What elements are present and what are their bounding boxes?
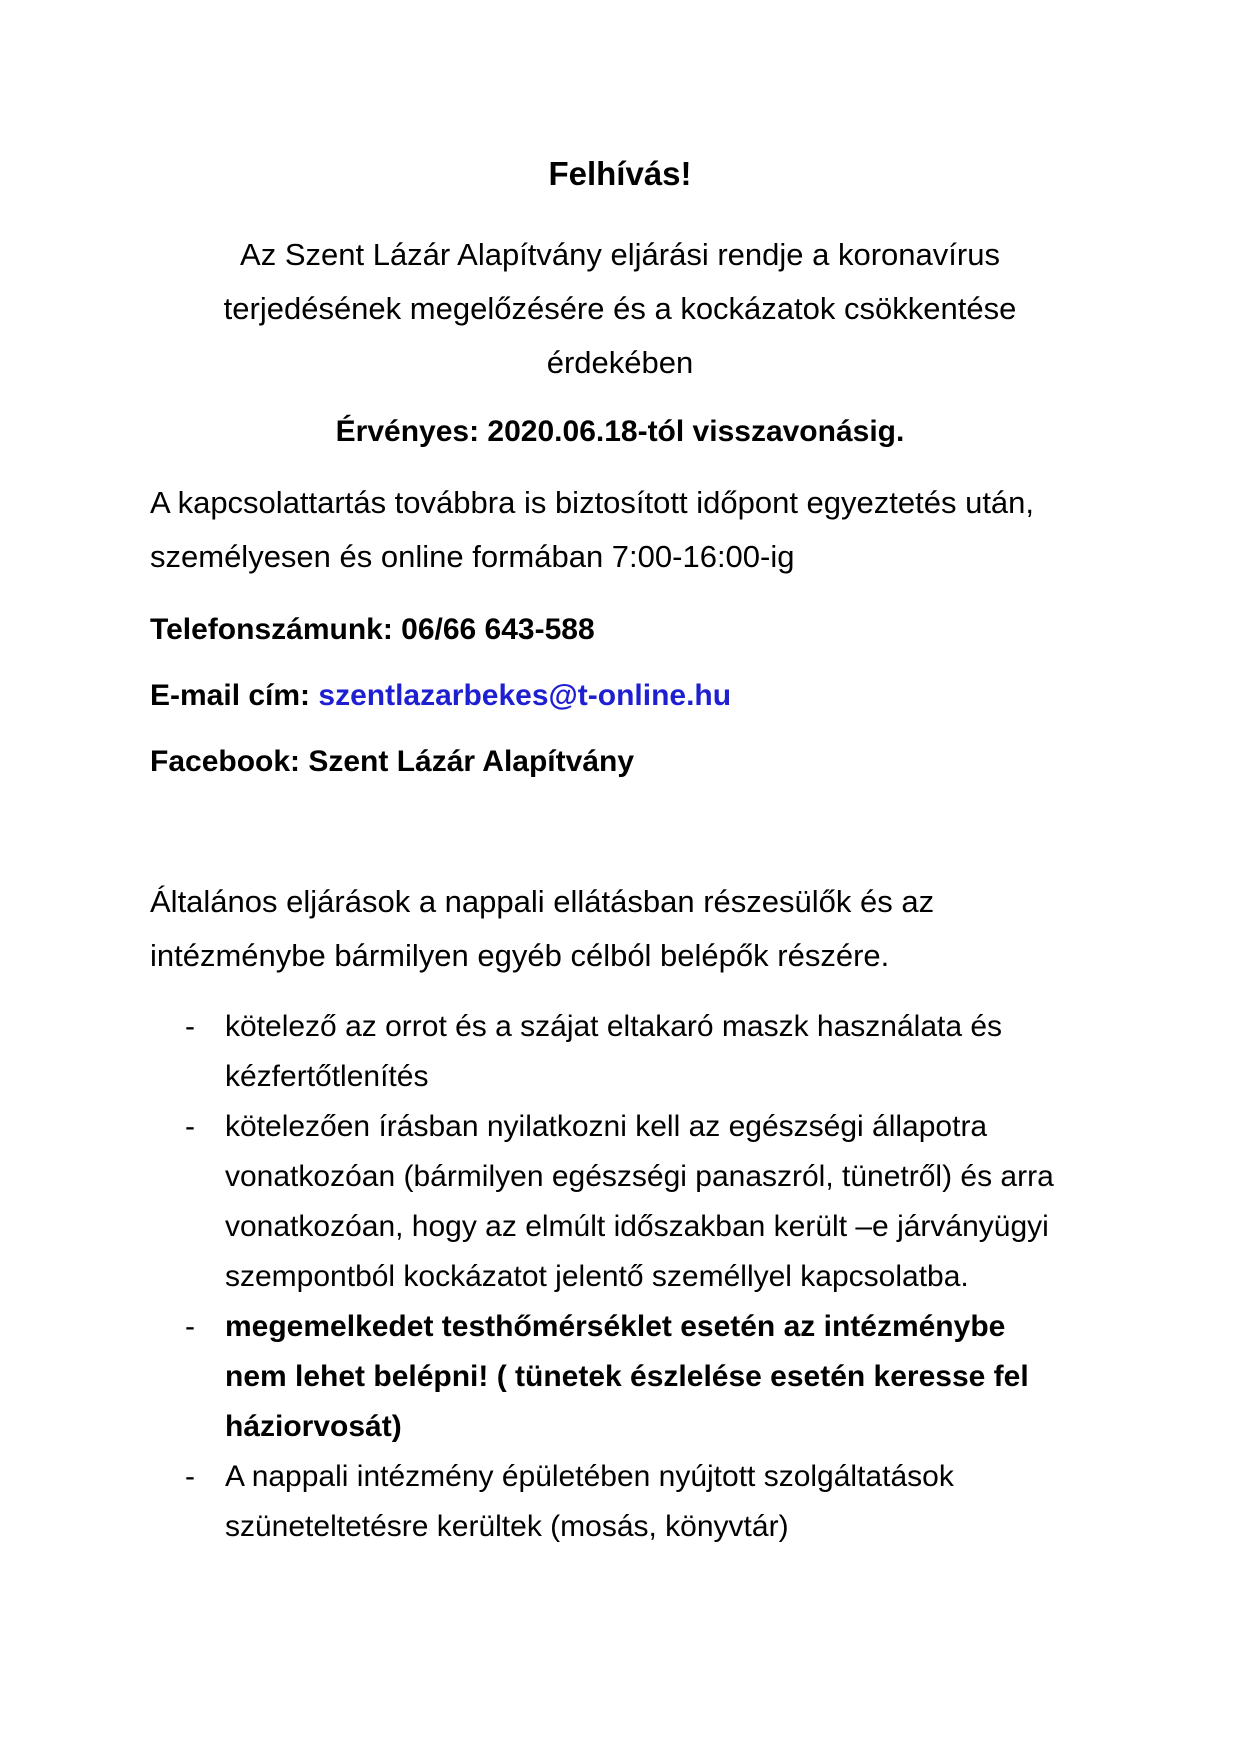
list-item-text: kötelező az orrot és a szájat eltakaró maszk használata és kézfertőtlenítés	[225, 1010, 1003, 1093]
email-label: E-mail cím:	[150, 679, 311, 712]
list-item	[150, 1102, 1070, 1302]
bullet-dash: -	[185, 1310, 195, 1343]
contact-paragraph: A kapcsolattartás továbbra is biztosított időpont egyeztetés után, személyesen és online formában 7:00-16:00-ig	[150, 485, 1035, 574]
email-line	[150, 669, 1090, 723]
email-link[interactable]: szentlazarbekes@t-online.hu	[318, 679, 732, 712]
list-item	[150, 1002, 1070, 1102]
general-intro: Általános eljárások a nappali ellátásban részesülők és az intézménybe bármilyen egyéb célból belépők részére.	[150, 884, 935, 973]
phone-line: Telefonszámunk: 06/66 643-588	[150, 613, 595, 646]
list-item	[150, 1302, 1070, 1452]
list-item-text: kötelezően írásban nyilatkozni kell az egészségi állapotra vonatkozóan (bármilyen egészségi panaszról, tünetről) és arra vonatkozóan, hogy az elmúlt időszakban került –e járványügyi szempontból kockázatot jelentő személlyel kapcsolatba.	[225, 1110, 1054, 1293]
list-item	[150, 1452, 1070, 1552]
procedure-list	[150, 1002, 1070, 1552]
bullet-dash: -	[185, 1460, 195, 1493]
facebook-line: Facebook: Szent Lázár Alapítvány	[150, 745, 635, 778]
list-item-text: A nappali intézmény épületében nyújtott szolgáltatások szüneteltetésre kerültek (mosás, könyvtár)	[225, 1460, 954, 1543]
list-item-text: megemelkedet testhőmérséklet esetén az intézménybe nem lehet belépni! ( tünetek észlelése esetén keresse fel háziorvosát)	[225, 1310, 1029, 1443]
document-title: Felhívás!	[548, 155, 692, 192]
document-subtitle: Az Szent Lázár Alapítvány eljárási rendje a koronavírus terjedésének megelőzésére és a kockázatok csökkentése érdekében	[223, 237, 1017, 380]
bullet-dash: -	[185, 1010, 195, 1043]
bullet-dash: -	[185, 1110, 195, 1143]
validity-line: Érvényes: 2020.06.18-tól visszavonásig.	[335, 415, 905, 448]
